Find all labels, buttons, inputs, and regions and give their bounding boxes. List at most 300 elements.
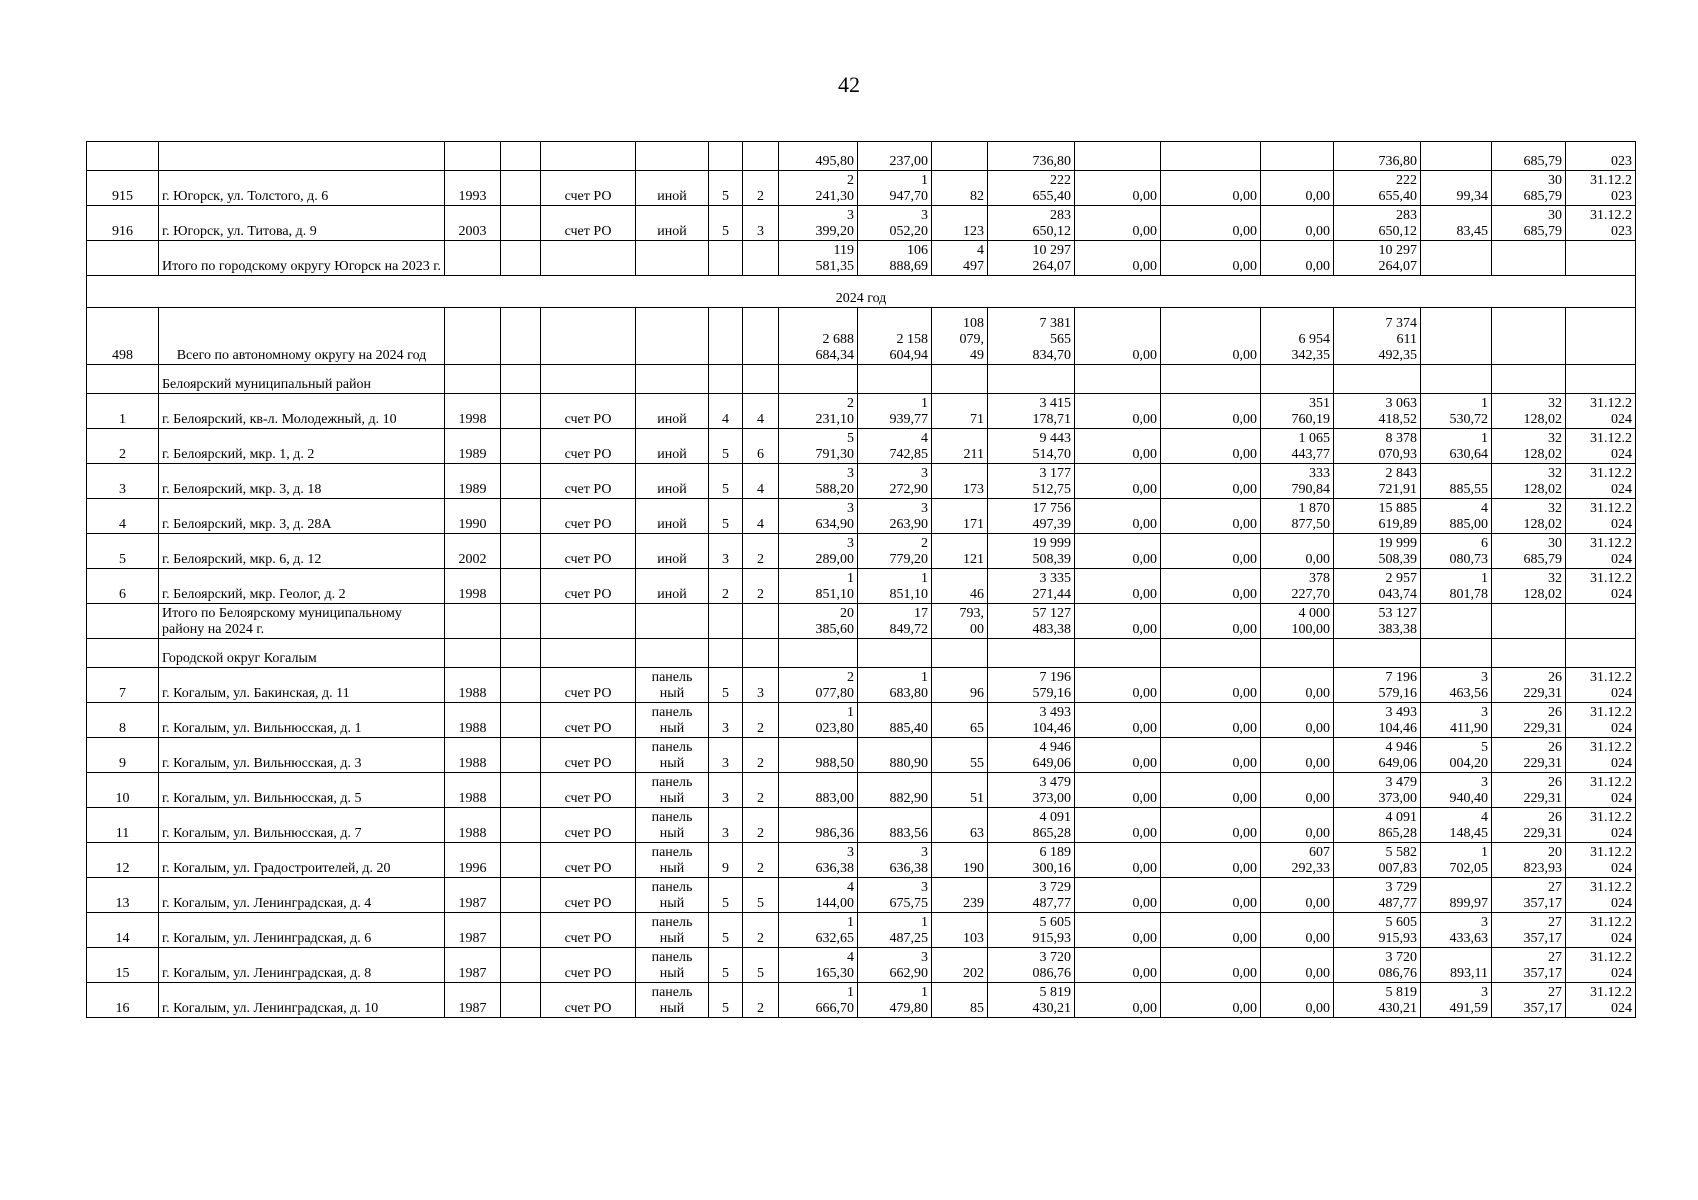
table-cell: 31.12.2 024 [1566, 429, 1636, 464]
table-cell: 0,00 [1261, 206, 1334, 241]
table-cell: 1989 [445, 429, 501, 464]
table-cell: 3 052,20 [858, 206, 932, 241]
table-cell [1075, 142, 1161, 171]
table-cell: г. Когалым, ул. Ленинградская, д. 8 [159, 948, 445, 983]
table-cell: 899,97 [1421, 878, 1492, 913]
table-cell: 31.12.2 024 [1566, 668, 1636, 703]
table-cell: 7 374 611 492,35 [1334, 308, 1421, 365]
table-cell: 9 [87, 738, 159, 773]
table-cell: иной [636, 534, 709, 569]
table-cell: 53 127 383,38 [1334, 604, 1421, 639]
table-cell [501, 534, 541, 569]
table-cell [636, 365, 709, 394]
table-cell: 7 196 579,16 [988, 668, 1075, 703]
table-cell: 333 790,84 [1261, 464, 1334, 499]
table-cell: 51 [932, 773, 988, 808]
table-cell: 1 065 443,77 [1261, 429, 1334, 464]
table-cell: 3 399,20 [779, 206, 858, 241]
table-cell: 685,79 [1492, 142, 1566, 171]
table-row [87, 206, 1636, 241]
table-cell: 4 165,30 [779, 948, 858, 983]
table-cell [636, 639, 709, 668]
table-cell: 1988 [445, 773, 501, 808]
table-cell: 27 357,17 [1492, 878, 1566, 913]
table-cell: 0,00 [1261, 773, 1334, 808]
table-cell: 1 630,64 [1421, 429, 1492, 464]
table-cell: 1987 [445, 913, 501, 948]
table-cell: 171 [932, 499, 988, 534]
table-cell [636, 604, 709, 639]
table-cell: 378 227,70 [1261, 569, 1334, 604]
table-cell [501, 808, 541, 843]
table-cell: 1 479,80 [858, 983, 932, 1018]
table-cell: 916 [87, 206, 159, 241]
table-cell: 0,00 [1075, 773, 1161, 808]
table-cell [1161, 142, 1261, 171]
table-cell [743, 142, 779, 171]
table-cell: 31.12.2 024 [1566, 913, 1636, 948]
table-cell: счет РО [541, 429, 636, 464]
table-cell: 1 702,05 [1421, 843, 1492, 878]
table-cell: 99,34 [1421, 171, 1492, 206]
table-cell: 0,00 [1075, 308, 1161, 365]
table-cell [1566, 604, 1636, 639]
table-cell: иной [636, 429, 709, 464]
table-cell: 4 [743, 394, 779, 429]
table-cell: панель ный [636, 843, 709, 878]
table-cell: 2002 [445, 534, 501, 569]
table-cell: г. Когалым, ул. Ленинградская, д. 10 [159, 983, 445, 1018]
table-cell [636, 241, 709, 276]
table-cell: г. Белоярский, мкр. 3, д. 28А [159, 499, 445, 534]
table-row [87, 808, 1636, 843]
table-cell: 5 819 430,21 [988, 983, 1075, 1018]
table-cell [932, 639, 988, 668]
table-cell [858, 639, 932, 668]
table-cell: 96 [932, 668, 988, 703]
table-cell [709, 365, 743, 394]
table-cell: 0,00 [1161, 569, 1261, 604]
table-cell: 11 [87, 808, 159, 843]
table-cell: 32 128,02 [1492, 499, 1566, 534]
table-cell: г. Когалым, ул. Вильнюсская, д. 7 [159, 808, 445, 843]
table-cell: 2 [743, 738, 779, 773]
table-cell [541, 604, 636, 639]
table-cell [87, 639, 159, 668]
table-cell: 6 [743, 429, 779, 464]
table-cell: 4 000 100,00 [1261, 604, 1334, 639]
table-row [87, 534, 1636, 569]
table-cell: счет РО [541, 171, 636, 206]
table-cell: 0,00 [1075, 241, 1161, 276]
table-row [87, 913, 1636, 948]
table-cell: г. Белоярский, мкр. 3, д. 18 [159, 464, 445, 499]
table-cell [541, 639, 636, 668]
table-cell: 7 [87, 668, 159, 703]
table-cell: 211 [932, 429, 988, 464]
table-cell [1421, 604, 1492, 639]
table-cell: 26 229,31 [1492, 668, 1566, 703]
grand-total-label: Всего по автономному округу на 2024 год [159, 308, 445, 365]
table-cell: 31.12.2 024 [1566, 808, 1636, 843]
table-cell [1492, 241, 1566, 276]
table-cell [87, 365, 159, 394]
subtotal-label: Итого по Белоярскому муниципальному району на 2024 г. [159, 604, 445, 639]
table-cell: иной [636, 464, 709, 499]
table-cell: 1 530,72 [1421, 394, 1492, 429]
table-cell: 1 851,10 [858, 569, 932, 604]
table-cell: 2 241,30 [779, 171, 858, 206]
table-cell: 4 742,85 [858, 429, 932, 464]
table-row [87, 464, 1636, 499]
table-cell: 0,00 [1261, 948, 1334, 983]
table-cell: 32 128,02 [1492, 394, 1566, 429]
table-cell [1075, 639, 1161, 668]
table-cell: 3 729 487,77 [1334, 878, 1421, 913]
table-cell: 15 [87, 948, 159, 983]
table-row [87, 773, 1636, 808]
table-cell: 5 [709, 171, 743, 206]
table-cell: 7 381 565 834,70 [988, 308, 1075, 365]
table-cell: панель ный [636, 773, 709, 808]
table-cell: 1988 [445, 808, 501, 843]
table-cell: 31.12.2 024 [1566, 738, 1636, 773]
table-cell: 119 581,35 [779, 241, 858, 276]
table-cell: 121 [932, 534, 988, 569]
table-cell: счет РО [541, 843, 636, 878]
table-cell: 31.12.2 024 [1566, 394, 1636, 429]
table-cell: 26 229,31 [1492, 808, 1566, 843]
table-row [87, 668, 1636, 703]
table-cell: счет РО [541, 703, 636, 738]
table-cell: 885,55 [1421, 464, 1492, 499]
table-cell [1334, 639, 1421, 668]
table-cell: 0,00 [1161, 534, 1261, 569]
table-cell: 15 885 619,89 [1334, 499, 1421, 534]
table-cell: 3 662,90 [858, 948, 932, 983]
table-cell: 19 999 508,39 [988, 534, 1075, 569]
table-cell: 2 [709, 569, 743, 604]
table-cell [743, 639, 779, 668]
table-cell: 880,90 [858, 738, 932, 773]
table-cell: 0,00 [1075, 878, 1161, 913]
table-cell: 5 [743, 878, 779, 913]
table-cell: 0,00 [1261, 913, 1334, 948]
table-cell: 3 479 373,00 [988, 773, 1075, 808]
table-cell: счет РО [541, 394, 636, 429]
table-cell: 0,00 [1161, 773, 1261, 808]
table-cell: 1993 [445, 171, 501, 206]
table-cell: 32 128,02 [1492, 464, 1566, 499]
table-cell: панель ный [636, 878, 709, 913]
table-cell: 1989 [445, 464, 501, 499]
municipality-header-row [87, 365, 1636, 394]
table-cell: 882,90 [858, 773, 932, 808]
table-cell [501, 703, 541, 738]
table-cell: 0,00 [1075, 394, 1161, 429]
table-cell: панель ный [636, 738, 709, 773]
table-cell: 57 127 483,38 [988, 604, 1075, 639]
table-cell: 0,00 [1075, 843, 1161, 878]
table-cell: иной [636, 499, 709, 534]
table-cell: 2 843 721,91 [1334, 464, 1421, 499]
table-cell: 83,45 [1421, 206, 1492, 241]
table-cell: 3 729 487,77 [988, 878, 1075, 913]
municipality-header-row [87, 639, 1636, 668]
table-row [87, 703, 1636, 738]
table-cell: 3 [743, 206, 779, 241]
table-cell: 31.12.2 024 [1566, 983, 1636, 1018]
table-cell: 3 720 086,76 [988, 948, 1075, 983]
table-cell: 3 272,90 [858, 464, 932, 499]
table-cell: счет РО [541, 983, 636, 1018]
table-cell: 4 946 649,06 [988, 738, 1075, 773]
table-cell: 1 939,77 [858, 394, 932, 429]
table-row [87, 569, 1636, 604]
table-cell: 1990 [445, 499, 501, 534]
table-cell: 3 415 178,71 [988, 394, 1075, 429]
table-cell: 0,00 [1161, 808, 1261, 843]
table-cell: 2 [743, 773, 779, 808]
table-cell: счет РО [541, 773, 636, 808]
table-cell: 27 357,17 [1492, 983, 1566, 1018]
table-cell: 6 080,73 [1421, 534, 1492, 569]
table-cell: 736,80 [988, 142, 1075, 171]
table-cell: 1 683,80 [858, 668, 932, 703]
table-cell: 2 158 604,94 [858, 308, 932, 365]
subtotal-row [87, 241, 1636, 276]
table-cell: 46 [932, 569, 988, 604]
table-cell: г. Белоярский, мкр. 6, д. 12 [159, 534, 445, 569]
table-cell [743, 308, 779, 365]
table-row [87, 948, 1636, 983]
table-cell: 9 443 514,70 [988, 429, 1075, 464]
table-cell: 0,00 [1075, 171, 1161, 206]
table-cell [743, 365, 779, 394]
table-cell: г. Когалым, ул. Вильнюсская, д. 3 [159, 738, 445, 773]
table-cell: 32 128,02 [1492, 429, 1566, 464]
table-cell: 1 801,78 [1421, 569, 1492, 604]
table-cell: 0,00 [1161, 308, 1261, 365]
table-cell: 0,00 [1075, 464, 1161, 499]
table-cell: счет РО [541, 668, 636, 703]
table-cell [988, 365, 1075, 394]
table-cell: 31.12.2 024 [1566, 773, 1636, 808]
table-cell: 20 385,60 [779, 604, 858, 639]
table-cell: 0,00 [1075, 703, 1161, 738]
table-cell: счет РО [541, 878, 636, 913]
table-cell [501, 464, 541, 499]
table-cell: 1988 [445, 738, 501, 773]
table-cell [445, 639, 501, 668]
table-cell: 31.12.2 024 [1566, 948, 1636, 983]
table-cell [501, 639, 541, 668]
table-cell: 0,00 [1161, 206, 1261, 241]
table-cell: 17 756 497,39 [988, 499, 1075, 534]
table-cell [1566, 241, 1636, 276]
table-cell: счет РО [541, 808, 636, 843]
table-cell: 31.12.2 024 [1566, 569, 1636, 604]
table-row [87, 878, 1636, 913]
table-cell: 27 357,17 [1492, 913, 1566, 948]
table-cell [501, 773, 541, 808]
table-cell: 3 263,90 [858, 499, 932, 534]
table-cell: 283 650,12 [988, 206, 1075, 241]
table-cell: 0,00 [1161, 668, 1261, 703]
table-cell [1492, 365, 1566, 394]
table-cell: 0,00 [1161, 703, 1261, 738]
table-cell: 0,00 [1161, 738, 1261, 773]
table-cell [501, 394, 541, 429]
table-row [87, 983, 1636, 1018]
table-cell: 1 [87, 394, 159, 429]
table-cell: 498 [87, 308, 159, 365]
table-cell [709, 241, 743, 276]
table-cell: 17 849,72 [858, 604, 932, 639]
table-cell: 3 411,90 [1421, 703, 1492, 738]
year-section-header: 2024 год [87, 276, 1636, 308]
table-cell: 31.12.2 023 [1566, 206, 1636, 241]
table-cell [1566, 365, 1636, 394]
table-cell: 2 [743, 569, 779, 604]
table-cell: 2 [743, 171, 779, 206]
table-cell: 1 870 877,50 [1261, 499, 1334, 534]
table-cell: 31.12.2 024 [1566, 464, 1636, 499]
table-cell [159, 142, 445, 171]
table-cell [1421, 142, 1492, 171]
table-cell [709, 308, 743, 365]
table-cell [445, 308, 501, 365]
table-cell: 885,40 [858, 703, 932, 738]
table-cell [501, 604, 541, 639]
table-cell [501, 142, 541, 171]
table-cell: 2 688 684,34 [779, 308, 858, 365]
table-cell [445, 142, 501, 171]
table-cell: 16 [87, 983, 159, 1018]
municipality-name: Белоярский муниципальный район [159, 365, 445, 394]
table-cell: 3 493 104,46 [988, 703, 1075, 738]
table-cell: 222 655,40 [1334, 171, 1421, 206]
table-cell [501, 365, 541, 394]
table-cell: 3 634,90 [779, 499, 858, 534]
table-cell [1421, 241, 1492, 276]
table-cell: 0,00 [1075, 569, 1161, 604]
table-cell: 4 148,45 [1421, 808, 1492, 843]
table-cell: 13 [87, 878, 159, 913]
table-cell: 3 433,63 [1421, 913, 1492, 948]
table-cell: панель ный [636, 913, 709, 948]
table-cell: 5 605 915,93 [988, 913, 1075, 948]
table-cell: 202 [932, 948, 988, 983]
table-cell: 3 [743, 668, 779, 703]
table-cell [501, 948, 541, 983]
table-cell: 31.12.2 024 [1566, 703, 1636, 738]
table-cell: г. Когалым, ул. Вильнюсская, д. 1 [159, 703, 445, 738]
table-cell: 883,56 [858, 808, 932, 843]
table-cell: 915 [87, 171, 159, 206]
table-cell: 173 [932, 464, 988, 499]
table-cell: счет РО [541, 534, 636, 569]
continuation-row [87, 142, 1636, 171]
table-cell: иной [636, 394, 709, 429]
table-cell: 3 [709, 534, 743, 569]
table-cell: 3 493 104,46 [1334, 703, 1421, 738]
table-cell: 8 378 070,93 [1334, 429, 1421, 464]
table-cell: счет РО [541, 948, 636, 983]
table-cell: 10 297 264,07 [1334, 241, 1421, 276]
table-cell: 5 [709, 913, 743, 948]
table-row [87, 171, 1636, 206]
table-cell: 26 229,31 [1492, 703, 1566, 738]
table-cell: 3 463,56 [1421, 668, 1492, 703]
table-cell: 2 [743, 843, 779, 878]
table-cell [1261, 142, 1334, 171]
table-cell: 5 819 430,21 [1334, 983, 1421, 1018]
table-cell: 1 632,65 [779, 913, 858, 948]
table-cell: 31.12.2 024 [1566, 843, 1636, 878]
table-cell: 7 196 579,16 [1334, 668, 1421, 703]
table-cell: иной [636, 171, 709, 206]
table-cell: г. Белоярский, мкр. 1, д. 2 [159, 429, 445, 464]
table-cell: 5 605 915,93 [1334, 913, 1421, 948]
table-cell: 0,00 [1161, 843, 1261, 878]
table-cell: г. Когалым, ул. Бакинская, д. 11 [159, 668, 445, 703]
table-cell: панель ный [636, 703, 709, 738]
table-cell: 222 655,40 [988, 171, 1075, 206]
table-cell: 0,00 [1261, 534, 1334, 569]
table-cell: 3 [709, 773, 743, 808]
table-cell [636, 142, 709, 171]
table-cell [1566, 639, 1636, 668]
table-cell: 1987 [445, 948, 501, 983]
housing-repair-register-table [86, 141, 1636, 1018]
table-cell: 0,00 [1075, 913, 1161, 948]
table-cell [988, 639, 1075, 668]
table-cell: 5 [709, 429, 743, 464]
table-cell [709, 639, 743, 668]
table-cell: 30 685,79 [1492, 171, 1566, 206]
table-cell: 1987 [445, 878, 501, 913]
table-cell: панель ный [636, 808, 709, 843]
table-cell: 0,00 [1075, 668, 1161, 703]
table-cell: 283 650,12 [1334, 206, 1421, 241]
table-cell: 31.12.2 023 [1566, 171, 1636, 206]
table-cell: 5 [709, 206, 743, 241]
table-cell: 2 [87, 429, 159, 464]
table-cell: 6 954 342,35 [1261, 308, 1334, 365]
table-cell: 3 720 086,76 [1334, 948, 1421, 983]
table-cell: 1996 [445, 843, 501, 878]
table-row [87, 429, 1636, 464]
table-cell: панель ный [636, 948, 709, 983]
table-cell [1566, 308, 1636, 365]
table-cell: 4 [87, 499, 159, 534]
table-cell: 3 479 373,00 [1334, 773, 1421, 808]
table-cell [709, 142, 743, 171]
table-cell: 2003 [445, 206, 501, 241]
table-cell: 190 [932, 843, 988, 878]
table-cell [501, 429, 541, 464]
table-cell: 4 [743, 499, 779, 534]
table-cell [1492, 604, 1566, 639]
table-cell: 883,00 [779, 773, 858, 808]
table-cell: 3 588,20 [779, 464, 858, 499]
table-cell: 4 497 [932, 241, 988, 276]
table-cell: 0,00 [1075, 948, 1161, 983]
table-cell: счет РО [541, 738, 636, 773]
table-cell: 32 128,02 [1492, 569, 1566, 604]
table-cell [501, 171, 541, 206]
